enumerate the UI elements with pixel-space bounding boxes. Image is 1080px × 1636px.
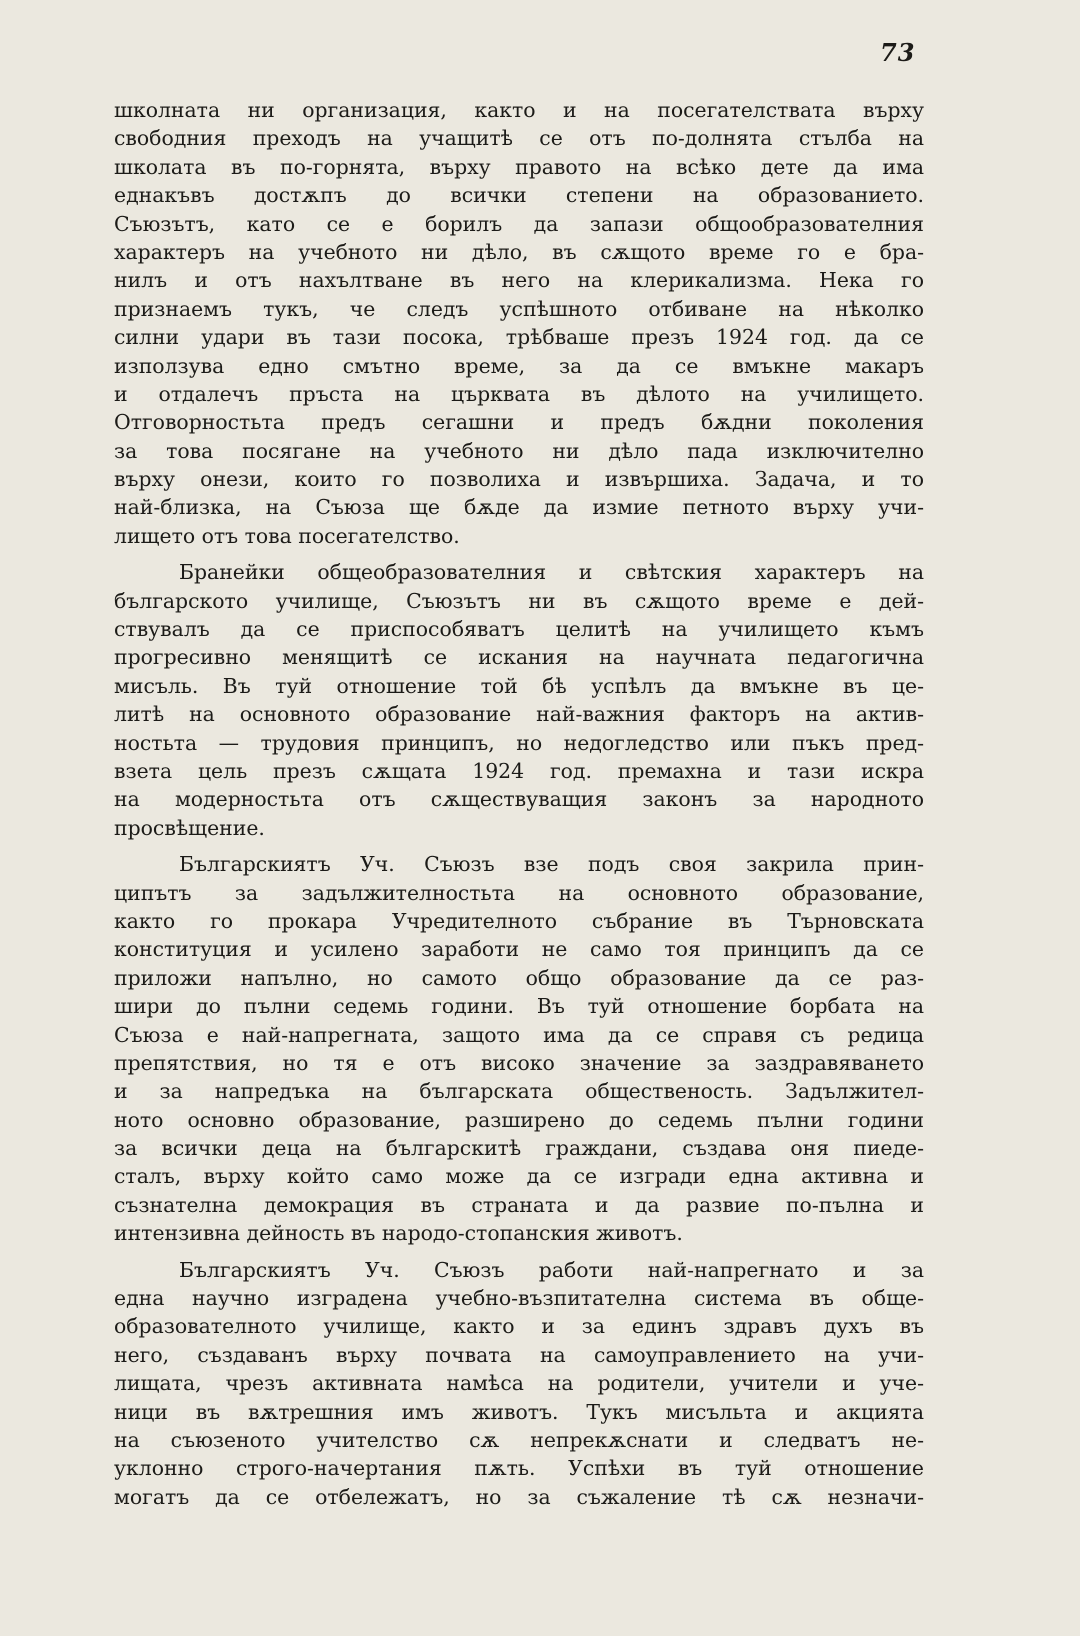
text-line: приложи напълно, но самото общо образование да се раз- bbox=[114, 965, 924, 990]
text-line: както го прокара Учредителното събрание въ Търновската bbox=[114, 908, 924, 933]
text-line: Българскиятъ Уч. Съюзъ взе подъ своя закрила прин- bbox=[179, 852, 924, 877]
text-line: школната ни организация, както и на посегателствата върху bbox=[114, 98, 924, 122]
page-number: 73 bbox=[880, 38, 916, 67]
text-line: на модерностьта отъ сѫществуващия законъ за народното bbox=[114, 787, 924, 812]
text-line: еднакъвъ достѫпъ до всички степени на образованието. bbox=[114, 183, 924, 208]
text-line: ципътъ за задължителностьта на основното образование, bbox=[114, 880, 924, 905]
paragraph-4 bbox=[114, 1256, 924, 1512]
text-line: шири до пълни седемь години. Въ туй отношение борбата на bbox=[114, 994, 924, 1019]
text-line: Съюза е най-напрегната, защото има да се справя съ редица bbox=[114, 1022, 924, 1047]
text-line: и отдалечъ пръста на църквата въ дѣлото на училището. bbox=[114, 381, 924, 406]
text-line: за това посягане на учебното ни дѣло пада изключително bbox=[114, 438, 924, 463]
text-line: лището отъ това посегателство. bbox=[114, 523, 460, 548]
text-line: нилъ и отъ нахълтване въ него на клерикализма. Нека го bbox=[114, 268, 924, 293]
text-line: Бранейки общеобразователния и свѣтския характеръ на bbox=[179, 560, 924, 585]
text-line: просвѣщение. bbox=[114, 815, 265, 840]
paragraph-1 bbox=[114, 96, 924, 550]
text-line: ствувалъ да се приспособяватъ целитѣ на училището къмъ bbox=[114, 617, 924, 642]
text-line: мисъль. Въ туй отношение той бѣ успѣлъ да вмъкне въ це- bbox=[114, 673, 924, 698]
text-line: взета цель презъ сѫщата 1924 год. премахна и тази искра bbox=[114, 758, 924, 783]
text-line: прогресивно менящитѣ се искания на научната педагогична bbox=[114, 645, 924, 670]
text-line: препятствия, но тя е отъ високо значение за заздравяването bbox=[114, 1050, 924, 1075]
text-line: ностьта — трудовия принципъ, но недогледство или пъкъ пред- bbox=[114, 730, 924, 755]
text-line: характеръ на учебното ни дѣло, въ сѫщото време го е бра- bbox=[114, 239, 924, 264]
body-text bbox=[114, 96, 924, 1511]
text-line: и за напредъка на българската общественость. Задължител- bbox=[114, 1079, 924, 1104]
text-line: интензивна дейность въ народо-стопанския животъ. bbox=[114, 1221, 683, 1246]
text-line: конституция и усилено заработи не само тоя принципъ да се bbox=[114, 937, 924, 962]
text-line: могатъ да се отбележатъ, но за съжаление тѣ сѫ незначи- bbox=[114, 1484, 924, 1509]
text-line: Отговорностьта предъ сегашни и предъ бѫдни поколения bbox=[114, 410, 924, 435]
paragraph-2 bbox=[114, 558, 924, 842]
text-line: литѣ на основното образование най-важния факторъ на актив- bbox=[114, 702, 924, 727]
text-line: признаемъ тукъ, че следъ успѣшното отбиване на нѣколко bbox=[114, 296, 924, 321]
text-line: използува едно смътно време, за да се вмъкне макаръ bbox=[114, 353, 924, 378]
text-line: Съюзътъ, като се е борилъ да запази общообразователния bbox=[114, 211, 924, 236]
text-line: съзнателна демокрация въ страната и да развие по-пълна и bbox=[114, 1192, 924, 1217]
text-line: силни удари въ тази посока, трѣбваше презъ 1924 год. да се bbox=[114, 325, 924, 350]
text-line: българското училище, Съюзътъ ни въ сѫщото време е дей- bbox=[114, 588, 924, 613]
text-line: ници въ вѫтрешния имъ животъ. Тукъ мисъльта и акцията bbox=[114, 1399, 924, 1424]
paragraph-3 bbox=[114, 850, 924, 1247]
text-line: школата въ по-горнята, върху правото на всѣко дете да има bbox=[114, 154, 924, 179]
text-line: ното основно образование, разширено до седемь пълни години bbox=[114, 1107, 924, 1132]
text-line: сталъ, върху който само може да се изгради една активна и bbox=[114, 1164, 924, 1189]
text-line: него, създаванъ върху почвата на самоуправлението на учи- bbox=[114, 1342, 924, 1367]
text-line: лищата, чрезъ активната намѣса на родители, учители и уче- bbox=[114, 1371, 924, 1396]
text-line: Българскиятъ Уч. Съюзъ работи най-напрегнато и за bbox=[179, 1257, 924, 1282]
text-line: най-близка, на Съюза ще бѫде да измие петното върху учи- bbox=[114, 495, 924, 520]
text-line: образователното училище, както и за единъ здравъ духъ въ bbox=[114, 1314, 924, 1339]
text-line: на съюзеното учителство сѫ непрекѫснати и следватъ не- bbox=[114, 1427, 924, 1452]
text-line: свободния преходъ на учащитѣ се отъ по-долнята стълба на bbox=[114, 126, 924, 151]
text-line: върху онези, които го позволиха и извършиха. Задача, и то bbox=[114, 467, 924, 492]
text-line: за всички деца на българскитѣ граждани, създава оня пиеде- bbox=[114, 1136, 924, 1161]
text-line: уклонно строго-начертания пѫть. Успѣхи въ туй отношение bbox=[114, 1456, 924, 1481]
text-line: една научно изградена учебно-възпитателна система въ обще- bbox=[114, 1286, 924, 1311]
